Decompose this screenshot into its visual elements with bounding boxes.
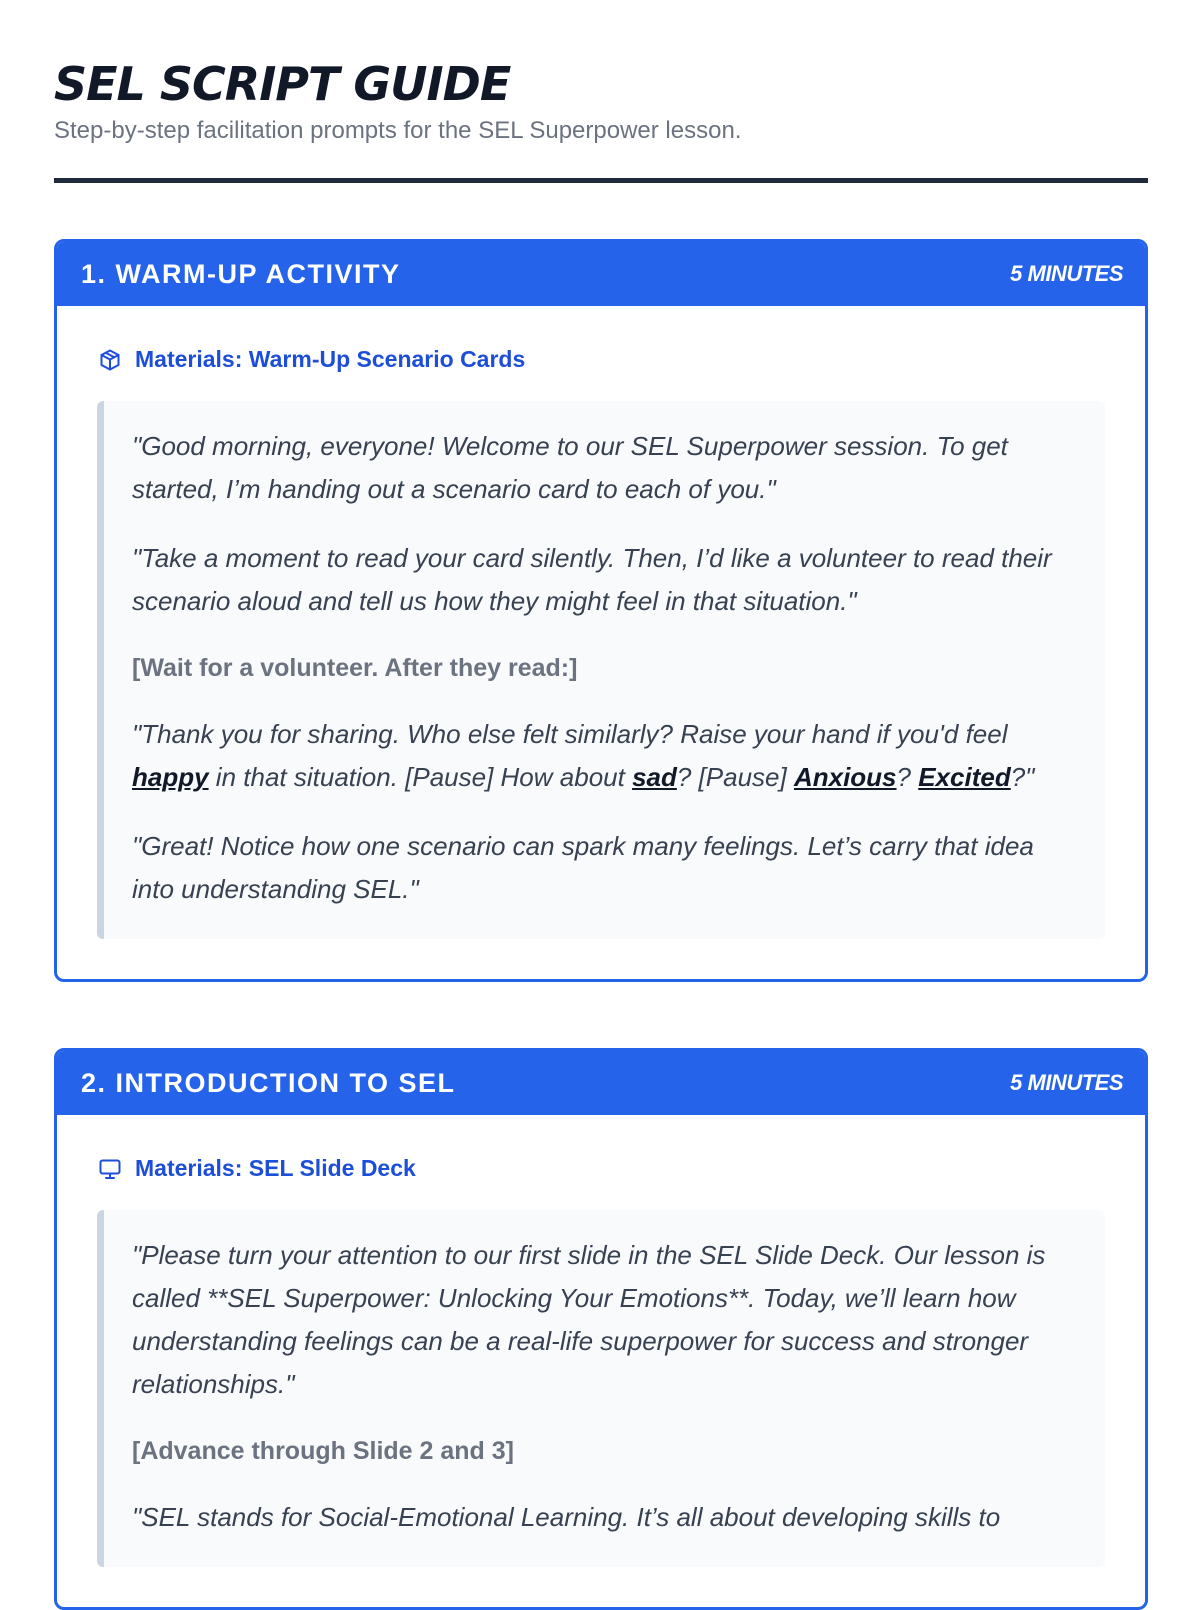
script-line: "Please turn your attention to our first slide in the SEL Slide Deck. Our lesson is called **SEL Superpower: Unlocking Your Emotions**. Today, we’ll learn how understanding feelings can be a real-life superpower for success and stronger relationships." — [132, 1240, 1046, 1399]
materials-row — [97, 1155, 1105, 1182]
monitor-icon — [97, 1156, 123, 1182]
feeling-word-sad: sad — [632, 762, 677, 792]
script-box — [97, 1210, 1105, 1567]
feeling-word-happy: happy — [132, 762, 209, 792]
materials-label: Materials: SEL Slide Deck — [135, 1155, 416, 1181]
script-box — [97, 401, 1105, 939]
header-divider — [54, 178, 1148, 183]
materials-label: Materials: Warm-Up Scenario Cards — [135, 346, 526, 372]
section-body — [57, 306, 1145, 979]
section-title: 1. WARM-UP ACTIVITY — [81, 258, 401, 289]
script-guide-page — [54, 56, 1148, 1610]
materials-row — [97, 346, 1105, 373]
script-text: ?" — [1010, 762, 1035, 792]
section-header — [57, 242, 1145, 306]
box-icon — [97, 347, 123, 373]
section-introduction — [54, 1048, 1148, 1610]
feeling-word-excited: Excited — [918, 762, 1011, 792]
script-line: "Good morning, everyone! Welcome to our SEL Superpower session. To get started, I’m handing out a scenario card to each of you." — [132, 431, 1008, 504]
script-line: "SEL stands for Social-Emotional Learning. It’s all about developing skills to — [132, 1502, 1001, 1532]
section-header — [57, 1051, 1145, 1115]
section-title: 2. INTRODUCTION TO SEL — [81, 1067, 456, 1098]
script-text: "Thank you for sharing. Who else felt similarly? Raise your hand if you'd feel — [132, 719, 1008, 749]
section-body — [57, 1115, 1145, 1607]
script-text: ? [Pause] — [676, 762, 794, 792]
page-subtitle: Step-by-step facilitation prompts for the SEL Superpower lesson. — [54, 117, 742, 144]
section-duration: 5 MINUTES — [1010, 261, 1123, 286]
script-line-feelings — [132, 713, 1077, 799]
section-warm-up — [54, 239, 1148, 982]
script-line: "Great! Notice how one scenario can spark many feelings. Let’s carry that idea into understanding SEL." — [132, 831, 1034, 904]
stage-direction: [Wait for a volunteer. After they read:] — [132, 654, 578, 682]
script-text: ? — [896, 762, 919, 792]
section-duration: 5 MINUTES — [1010, 1070, 1123, 1095]
feeling-word-anxious: Anxious — [793, 762, 897, 792]
script-line: "Take a moment to read your card silently. Then, I’d like a volunteer to read their scenario aloud and tell us how they might feel in that situation." — [132, 543, 1052, 616]
script-text: in that situation. [Pause] How about — [208, 762, 633, 792]
page-title: SEL SCRIPT GUIDE — [54, 57, 511, 111]
stage-direction: [Advance through Slide 2 and 3] — [132, 1437, 514, 1465]
